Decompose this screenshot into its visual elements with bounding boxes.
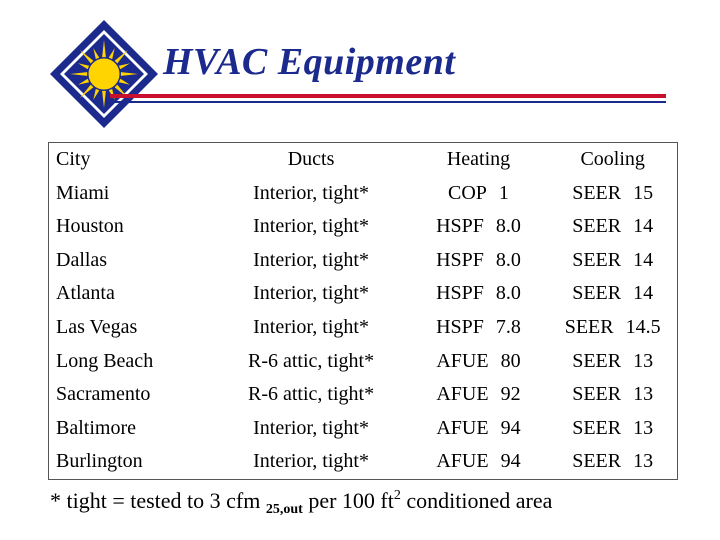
heating-type: HSPF: [436, 282, 484, 305]
footnote-prefix: * tight = tested to 3 cfm: [50, 488, 266, 513]
cooling-type: SEER: [572, 416, 622, 439]
cooling-value: 15: [633, 181, 654, 204]
heating-type: AFUE: [436, 416, 489, 439]
cooling-value: 14: [633, 248, 654, 271]
ducts-cell: R-6 attic, tight*: [248, 383, 375, 406]
table-row: [49, 445, 678, 479]
heating-type: AFUE: [436, 383, 489, 406]
heating-type: HSPF: [436, 315, 484, 338]
cooling-value: 13: [633, 349, 654, 372]
table-row: [49, 345, 678, 379]
table-row: [49, 277, 678, 311]
footnote-suffix: conditioned area: [400, 488, 553, 513]
heating-value: 7.8: [495, 315, 521, 338]
heating-type: COP: [448, 181, 487, 204]
heating-cell: [409, 177, 549, 211]
heating-type: HSPF: [436, 248, 484, 271]
table-row: [49, 378, 678, 412]
heating-value: 1: [498, 181, 509, 204]
cooling-type: SEER: [572, 450, 622, 473]
heating-value: 8.0: [495, 282, 521, 305]
heating-cell: [409, 210, 549, 244]
heating-type: AFUE: [436, 349, 489, 372]
city-cell: Long Beach: [56, 349, 154, 372]
ducts-cell: Interior, tight*: [253, 181, 369, 204]
heating-value: 8.0: [495, 215, 521, 238]
city-cell: Las Vegas: [56, 315, 138, 338]
table-row: [49, 177, 678, 211]
city-cell: Burlington: [56, 450, 143, 473]
city-cell: Sacramento: [56, 383, 151, 406]
heating-cell: [409, 244, 549, 278]
cooling-cell: [548, 412, 677, 446]
cooling-type: SEER: [572, 282, 622, 305]
cooling-type: SEER: [572, 181, 622, 204]
heating-value: 94: [500, 450, 521, 473]
header-row: [49, 143, 678, 177]
ducts-cell: Interior, tight*: [253, 215, 369, 238]
cooling-value: 14.5: [625, 315, 661, 338]
cooling-cell: [548, 244, 677, 278]
cooling-type: SEER: [572, 248, 622, 271]
footnote-superscript: 2: [393, 488, 401, 503]
title-rule-red: [110, 94, 666, 98]
footnote: [50, 488, 552, 518]
ducts-cell: Interior, tight*: [253, 450, 369, 473]
footnote-subscript: 25,out: [265, 502, 303, 517]
heating-value: 94: [500, 416, 521, 439]
city-cell: Dallas: [56, 248, 108, 271]
ducts-cell: Interior, tight*: [253, 248, 369, 271]
table-row: [49, 311, 678, 345]
ducts-cell: Interior, tight*: [253, 315, 369, 338]
hvac-table: [48, 142, 678, 480]
title-rule-blue: [110, 101, 666, 103]
table-row: [49, 244, 678, 278]
cooling-cell: [548, 445, 677, 479]
cooling-cell: [548, 311, 677, 345]
cooling-type: SEER: [572, 383, 622, 406]
cooling-cell: [548, 378, 677, 412]
heating-cell: [409, 412, 549, 446]
cooling-cell: [548, 210, 677, 244]
heating-cell: [409, 311, 549, 345]
ducts-cell: R-6 attic, tight*: [248, 349, 375, 372]
city-cell: Miami: [56, 181, 110, 204]
heating-cell: [409, 277, 549, 311]
city-cell: Houston: [56, 215, 124, 238]
cooling-value: 13: [633, 450, 654, 473]
heating-cell: [409, 445, 549, 479]
heating-cell: [409, 345, 549, 379]
table-row: [49, 210, 678, 244]
page-title: HVAC Equipment: [163, 41, 456, 83]
header-city: City: [56, 148, 91, 170]
heating-type: HSPF: [436, 215, 484, 238]
ducts-cell: Interior, tight*: [253, 282, 369, 305]
heating-value: 80: [500, 349, 521, 372]
heating-value: 92: [500, 383, 521, 406]
city-cell: Atlanta: [56, 282, 115, 305]
table-row: [49, 412, 678, 446]
ducts-cell: Interior, tight*: [253, 416, 369, 439]
cooling-value: 14: [633, 215, 654, 238]
city-cell: Baltimore: [56, 416, 136, 439]
footnote-middle: per 100 ft: [302, 488, 394, 513]
heating-cell: [409, 378, 549, 412]
header-heating: Heating: [446, 148, 511, 170]
cooling-type: SEER: [572, 215, 622, 238]
heating-type: AFUE: [436, 450, 489, 473]
cooling-cell: [548, 177, 677, 211]
header-ducts: Ducts: [287, 148, 335, 170]
sun-diamond-logo: [48, 18, 160, 130]
cooling-value: 13: [633, 383, 654, 406]
cooling-type: SEER: [564, 315, 614, 338]
cooling-cell: [548, 277, 677, 311]
cooling-type: SEER: [572, 349, 622, 372]
cooling-cell: [548, 345, 677, 379]
cooling-value: 14: [633, 282, 654, 305]
header-cooling: Cooling: [580, 148, 645, 170]
cooling-value: 13: [633, 416, 654, 439]
heating-value: 8.0: [495, 248, 521, 271]
